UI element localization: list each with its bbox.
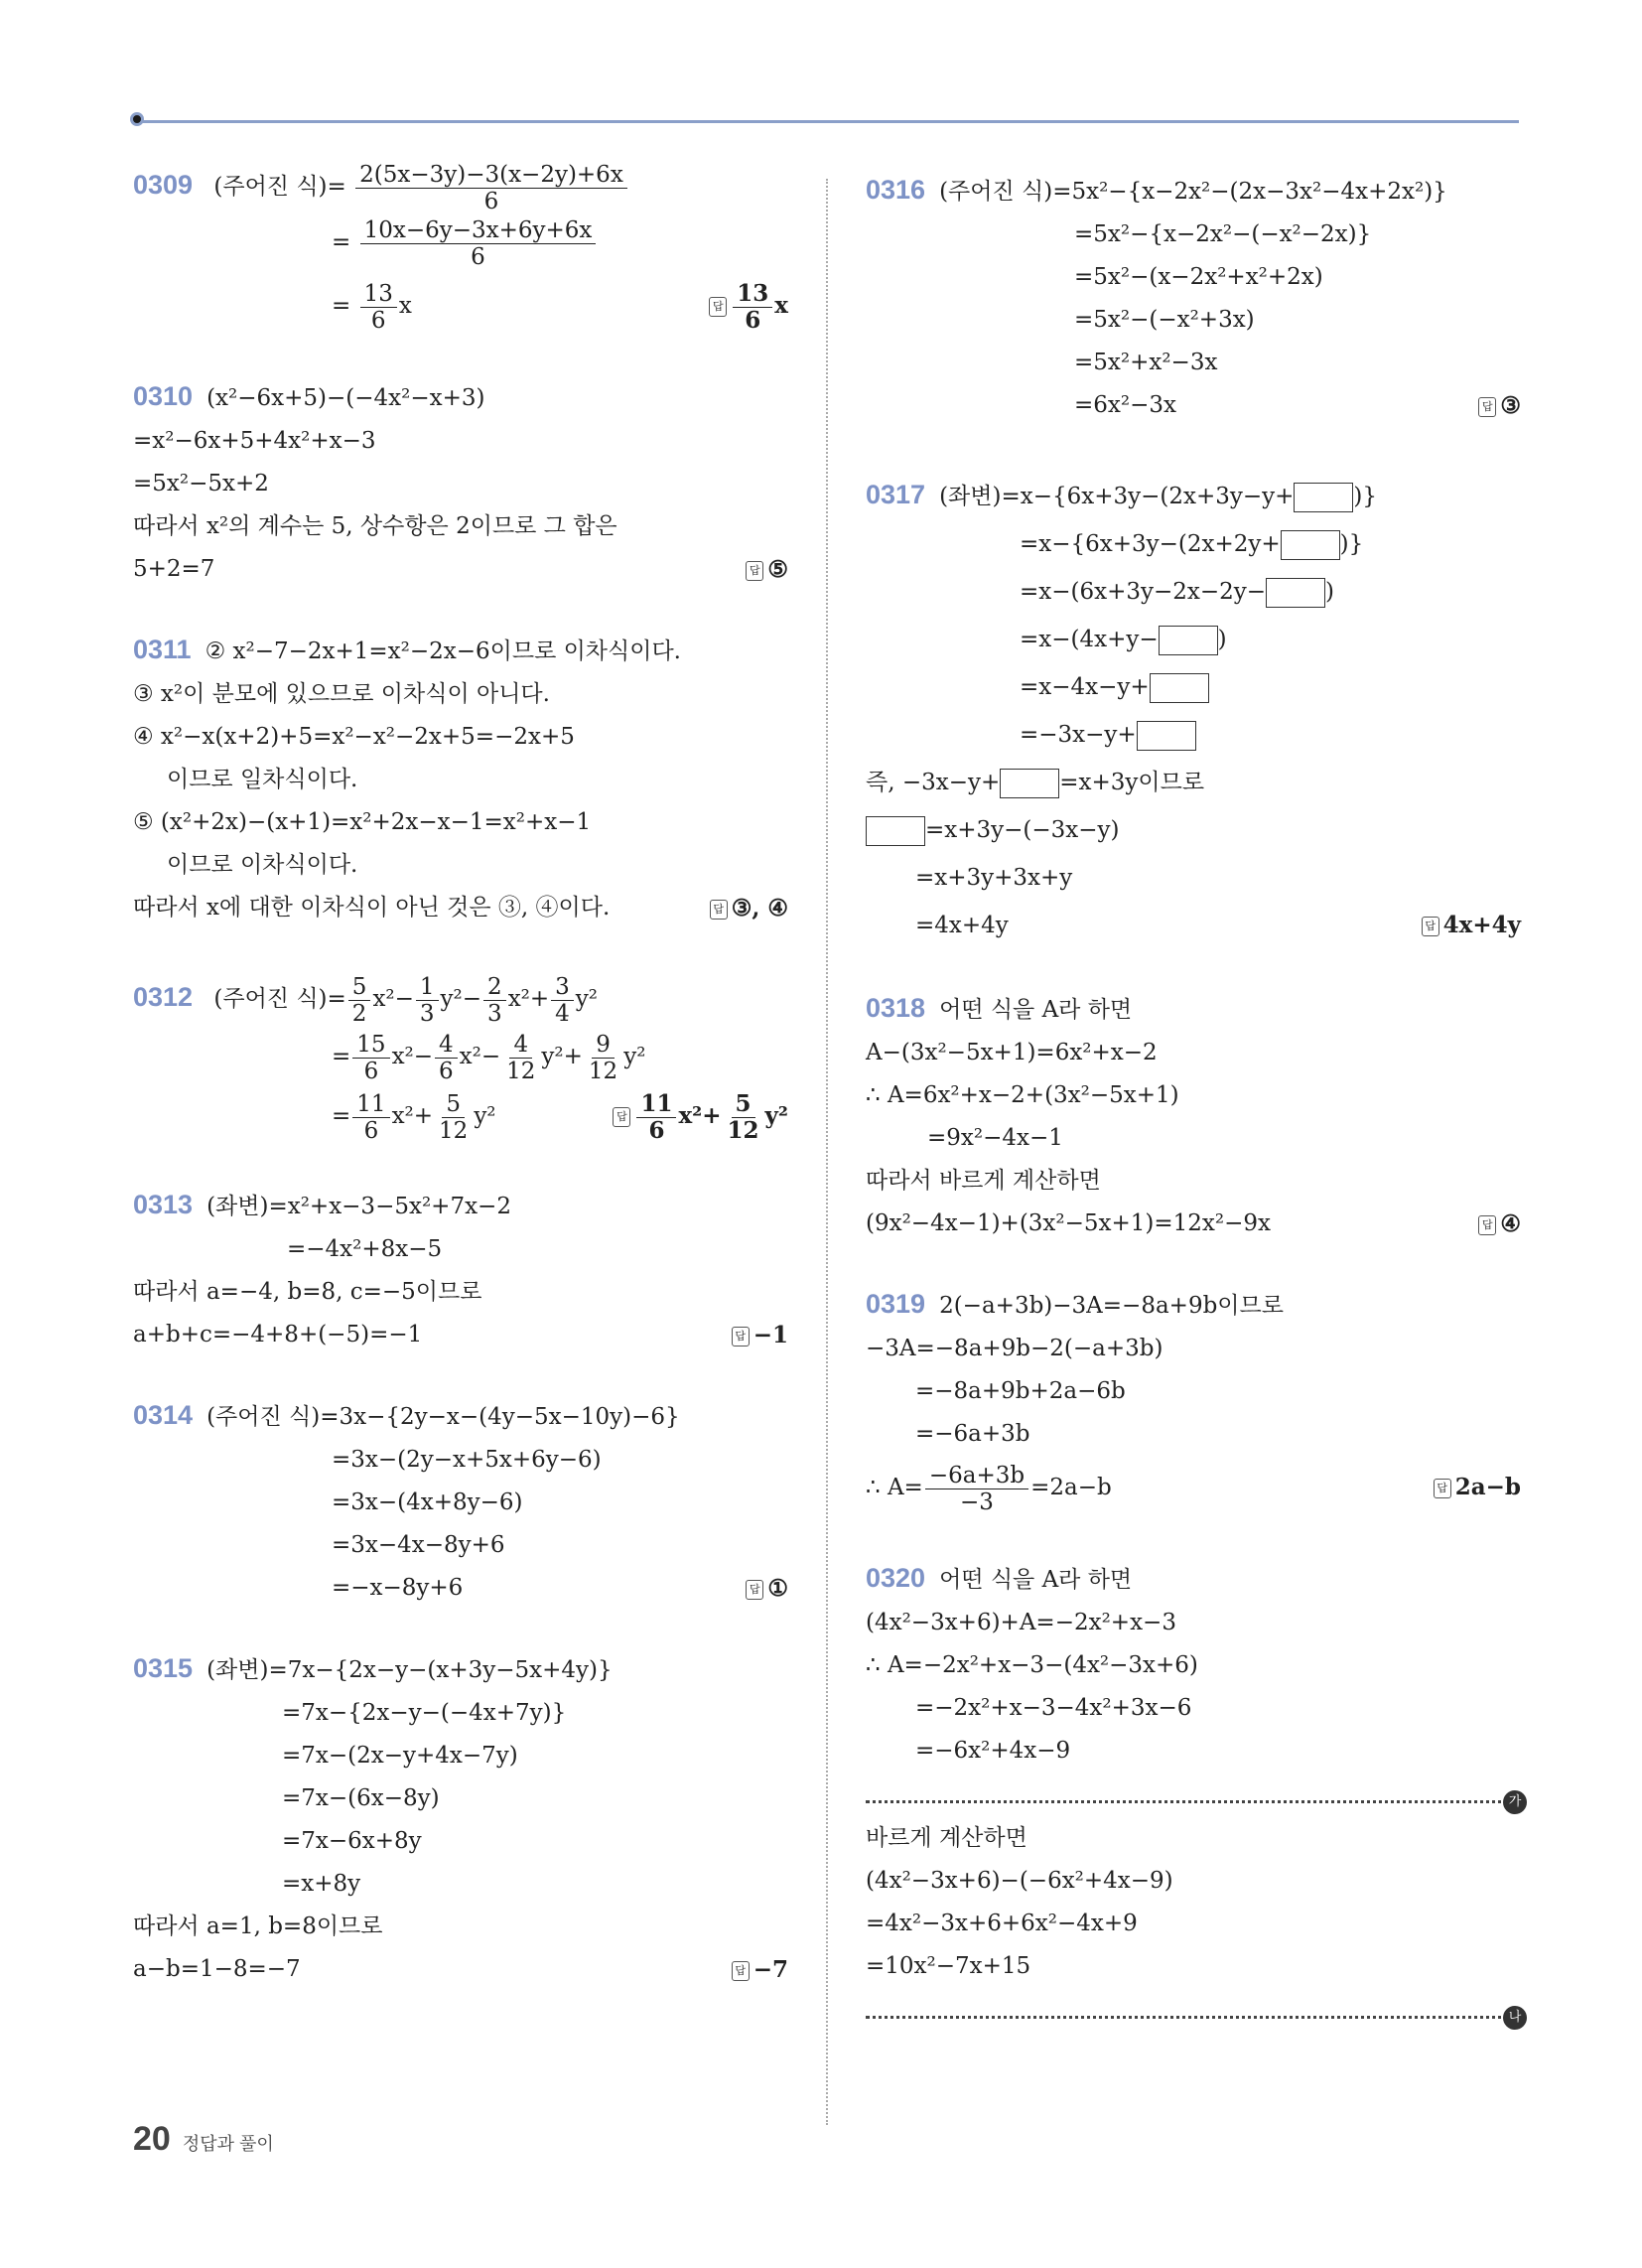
solution-line-end: )} [1353,484,1378,509]
fraction [483,974,506,1027]
solution-line: ∴ A=6x²+x−2+(3x²−5x+1) [866,1082,1179,1108]
solution-line: 따라서 x²의 계수는 5, 상수항은 2이므로 그 합은 [133,513,617,539]
term-suffix: y² [575,986,599,1012]
top-rule [139,120,1519,123]
blank-box [1159,626,1218,655]
fraction [551,974,574,1027]
denominator: 12 [506,1058,536,1084]
answer-suffix: x [774,292,788,319]
answer-icon: 답 [732,1327,750,1347]
problem-number: 0313 [133,1190,194,1219]
numerator: −6a+3b [925,1463,1028,1489]
answer-icon: 답 [613,1107,630,1127]
denominator: 6 [471,243,485,270]
blank-box [1150,673,1209,703]
problem-number: 0316 [866,175,926,205]
answer-icon: 답 [1434,1479,1451,1498]
term-suffix: x²+ [678,1102,722,1129]
blank-box [1281,530,1340,560]
solution-line: a−b=1−8=−7 [133,1956,301,1982]
solution-line: ③ x²이 분모에 있으므로 이차식이 아니다. [133,681,550,707]
denominator: 12 [588,1058,618,1084]
solution-line: 따라서 바르게 계산하면 [866,1168,1101,1194]
fraction [636,1091,676,1144]
solution-line: =−3x−y+ [1020,722,1137,748]
denominator: 6 [648,1116,665,1144]
solution-line: (좌변)=7x−{2x−y−(x+3y−5x+4y)} [206,1657,613,1683]
denominator: −3 [960,1488,994,1515]
problem-0316 [866,169,1521,427]
answer-value: −1 [753,1322,788,1348]
answer-value: ⑤ [767,556,788,583]
solution-line: 따라서 a=1, b=8이므로 [133,1914,383,1939]
solution-line: 5+2=7 [133,556,215,582]
term-suffix: x²+ [391,1103,434,1129]
fraction-row [350,1090,496,1144]
solution-line: 따라서 a=−4, b=8, c=−5이므로 [133,1279,482,1305]
solution-line-end: =x+3y이므로 [1059,770,1205,795]
solution-line: =6x²−3x [1074,392,1176,418]
problem-number: 0311 [133,635,192,664]
problem-number: 0310 [133,381,194,411]
left-column [133,159,788,2029]
problem-number: 0314 [133,1400,194,1430]
numerator: 3 [551,974,574,1001]
term-suffix: x²− [391,1044,434,1069]
numerator: 9 [592,1032,615,1059]
problem-number: 0320 [866,1563,926,1593]
fraction [435,1091,472,1144]
equals: = [332,1103,351,1129]
solution-line-end: )} [1339,531,1364,557]
answer [732,1314,788,1356]
term-suffix: x²+ [507,986,550,1012]
denominator: 12 [439,1117,469,1144]
dotted-separator [866,1778,1522,1809]
solution-line: 2(−a+3b)−3A=−8a+9b이므로 [939,1293,1284,1319]
numerator: 5 [348,974,371,1001]
fraction [502,1032,539,1084]
problem-0313 [133,1184,788,1356]
fraction [724,1091,763,1144]
problem-number: 0309 [133,170,194,200]
solution-line: =5x²−(−x²+3x) [1074,307,1255,333]
problem-number: 0317 [866,480,926,509]
answer-value: ③, ④ [731,895,788,921]
fraction-row [346,973,599,1027]
denominator: 12 [727,1116,759,1144]
fraction [360,217,597,270]
solution-line: =x+3y+3x+y [915,865,1073,891]
numerator: 1 [416,974,439,1001]
solution-line: =9x²−4x−1 [927,1125,1063,1151]
right-column [866,169,1521,2056]
solution-line-end: ) [1217,627,1227,652]
answer [1422,902,1521,949]
solution-line: =x²−6x+5+4x²+x−3 [133,428,376,454]
answer-value: 4x+4y [1442,912,1521,938]
denominator: 2 [351,1000,367,1027]
solution-line: =5x²+x²−3x [1074,350,1218,375]
answer-value: ① [767,1575,788,1602]
problem-number: 0315 [133,1653,194,1683]
answer-icon: 답 [1478,397,1496,417]
solution-line: =−8a+9b+2a−6b [915,1378,1126,1404]
solution-line: =x−4x−y+ [1020,674,1150,700]
solution-line: =−2x²+x−3−4x²+3x−6 [915,1695,1192,1721]
fraction [355,162,627,214]
solution-line: =x+8y [282,1871,361,1897]
problem-0318 [866,987,1521,1245]
solution-line: (주어진 식)=5x²−{x−2x²−(2x−3x²−4x+2x²)} [939,179,1447,205]
term-suffix: y²+ [541,1044,583,1069]
fraction [585,1032,621,1084]
solution-line: =x+3y−(−3x−y) [925,817,1120,843]
problem-0315 [133,1647,788,1991]
numerator: 11 [352,1091,389,1118]
answer-icon: 답 [732,1961,750,1981]
expr-suffix: =2a−b [1030,1475,1112,1500]
solution-line: ④ x²−x(x+2)+5=x²−x²−2x+5=−2x+5 [133,724,575,750]
solution-line: 바르게 계산하면 [866,1825,1027,1851]
answer-value: −7 [753,1956,788,1983]
answer-icon: 답 [746,1580,763,1600]
equals: = [332,1044,351,1069]
solution-line: −3A=−8a+9b−2(−a+3b) [866,1336,1163,1361]
numerator: 4 [435,1032,458,1059]
answer [1478,384,1521,427]
solution-line-end: ) [1325,579,1335,605]
answer-icon: 답 [710,900,728,920]
solution-line: =7x−(2x−y+4x−7y) [282,1743,518,1769]
solution-line: =7x−6x+8y [282,1828,422,1854]
expr-suffix: x [398,293,412,319]
answer [709,274,788,338]
answer-value [634,1089,788,1144]
fraction [352,1091,389,1144]
term-suffix: y² [623,1044,646,1069]
problem-number: 0312 [133,982,194,1012]
column-divider [826,179,828,2125]
solution-line: =10x²−7x+15 [866,1953,1031,1979]
solution-line: =x−(4x+y− [1020,627,1159,652]
answer [1478,1203,1521,1245]
solution-line: 어떤 식을 A라 하면 [939,997,1133,1023]
solution-line: 이므로 일차식이다. [167,767,358,792]
answer [710,887,788,929]
step-mark: 나 [1503,2006,1527,2030]
problem-0311 [133,629,788,929]
expr-prefix: ∴ A= [866,1475,923,1500]
answer-icon: 답 [746,561,763,581]
numerator: 10x−6y−3x+6y+6x [360,217,597,244]
blank-box [866,816,925,846]
denominator: 3 [487,1000,502,1027]
blank-box [1294,483,1353,512]
solution-line: =−4x²+8x−5 [287,1236,443,1262]
fraction [435,1032,458,1084]
denominator: 6 [439,1058,454,1084]
page-number: 20 [133,2120,171,2158]
numerator: 5 [732,1091,755,1118]
top-rule-dot [130,112,144,126]
solution-line: ∴ A=−2x²+x−3−(4x²−3x+6) [866,1652,1198,1678]
fraction-row [350,1031,646,1084]
fraction [348,974,371,1027]
answer [746,1567,788,1610]
fraction [360,281,397,334]
expr-prefix: (주어진 식)= [213,986,346,1012]
solution-line: A−(3x²−5x+1)=6x²+x−2 [866,1040,1158,1065]
denominator: 6 [363,1058,379,1084]
equals: = [332,293,351,319]
solution-line: 이므로 이차식이다. [167,852,358,878]
problem-0317 [866,471,1521,949]
solution-line: (x²−6x+5)−(−4x²−x+3) [206,385,485,411]
problem-0312 [133,967,788,1146]
numerator: 11 [636,1091,676,1118]
solution-line: =3x−4x−8y+6 [332,1532,505,1558]
solution-line: =5x²−{x−2x²−(−x²−2x)} [1074,221,1372,247]
solution-line: =7x−(6x−8y) [282,1785,440,1811]
answer-icon: 답 [1422,917,1439,936]
equals: = [332,229,351,255]
solution-line: =5x²−5x+2 [133,471,269,496]
solution-line: =x−{6x+3y−(2x+2y+ [1020,531,1281,557]
solution-line: (좌변)=x−{6x+3y−(2x+3y−y+ [939,484,1295,509]
blank-box [1137,721,1196,751]
solution-line: (주어진 식)=3x−{2y−x−(4y−5x−10y)−6} [206,1404,680,1430]
term-suffix: y² [474,1103,496,1129]
fraction [925,1463,1028,1515]
solution-line: (4x²−3x+6)−(−6x²+4x−9) [866,1868,1173,1894]
fraction [416,974,439,1027]
solution-line: ② x²−7−2x+1=x²−2x−6이므로 이차식이다. [205,638,681,664]
solution-line: =5x²−(x−2x²+x²+2x) [1074,264,1323,290]
answer-icon: 답 [709,297,727,317]
solution-line: 즉, −3x−y+ [866,770,1001,795]
answer-value: 2a−b [1454,1474,1521,1500]
answer [613,1086,788,1146]
problem-0319 [866,1283,1521,1519]
step-mark: 가 [1503,1790,1527,1814]
solution-line: =3x−(4x+8y−6) [332,1489,523,1515]
page-footer [133,2120,274,2159]
term-suffix: x²− [372,986,414,1012]
term-suffix: x²− [459,1044,501,1069]
numerator: 5 [442,1091,465,1118]
answer [746,548,788,591]
solution-line: =3x−(2y−x+5x+6y−6) [332,1447,602,1473]
denominator: 6 [745,306,761,334]
numerator: 13 [360,281,397,308]
term-suffix: y²− [440,986,482,1012]
answer [732,1948,788,1991]
problem-0309 [133,159,788,338]
solution-line: 따라서 x에 대한 이차식이 아닌 것은 ③, ④이다. [133,895,611,921]
numerator: 13 [733,281,772,308]
problem-number: 0319 [866,1289,926,1319]
solution-line: (좌변)=x²+x−3−5x²+7x−2 [206,1194,511,1219]
numerator: 4 [509,1032,532,1059]
problem-0310 [133,375,788,591]
solution-line: =−6a+3b [915,1421,1030,1447]
solution-line: 어떤 식을 A라 하면 [939,1567,1133,1593]
answer-value: ④ [1500,1210,1521,1237]
solution-line: =7x−{2x−y−(−4x+7y)} [282,1700,567,1726]
numerator: 2 [483,974,506,1001]
term-suffix: y² [764,1102,788,1129]
blank-box [1266,578,1325,608]
answer [1434,1456,1521,1519]
fraction [352,1032,389,1084]
answer-value: ③ [1500,392,1521,419]
solution-line: =x−(6x+3y−2x−2y− [1020,579,1267,605]
numerator: 15 [352,1032,389,1059]
solution-line: =4x²−3x+6+6x²−4x+9 [866,1911,1138,1936]
expr-prefix: (주어진 식)= [213,174,346,200]
numerator: 2(5x−3y)−3(x−2y)+6x [355,162,627,189]
solution-line: ⑤ (x²+2x)−(x+1)=x²+2x−x−1=x²+x−1 [133,809,592,835]
problem-0320 [866,1557,1522,2025]
solution-line: a+b+c=−4+8+(−5)=−1 [133,1322,423,1347]
solution-line: =−6x²+4x−9 [915,1738,1071,1764]
answer-icon: 답 [1478,1215,1496,1235]
solution-line: (4x²−3x+6)+A=−2x²+x−3 [866,1610,1176,1635]
problem-number: 0318 [866,993,926,1023]
dotted-separator [866,1994,1522,2025]
solution-line: =−x−8y+6 [332,1575,464,1601]
blank-box [1000,769,1059,798]
problem-0314 [133,1394,788,1610]
denominator: 4 [555,1000,570,1027]
denominator: 6 [483,188,499,214]
fraction [733,281,772,334]
denominator: 6 [363,1117,379,1144]
denominator: 3 [419,1000,435,1027]
denominator: 6 [370,307,386,334]
solution-line: (9x²−4x−1)+(3x²−5x+1)=12x²−9x [866,1210,1271,1236]
footer-text: 정답과 풀이 [182,2134,274,2154]
solution-line: =4x+4y [915,913,1009,938]
